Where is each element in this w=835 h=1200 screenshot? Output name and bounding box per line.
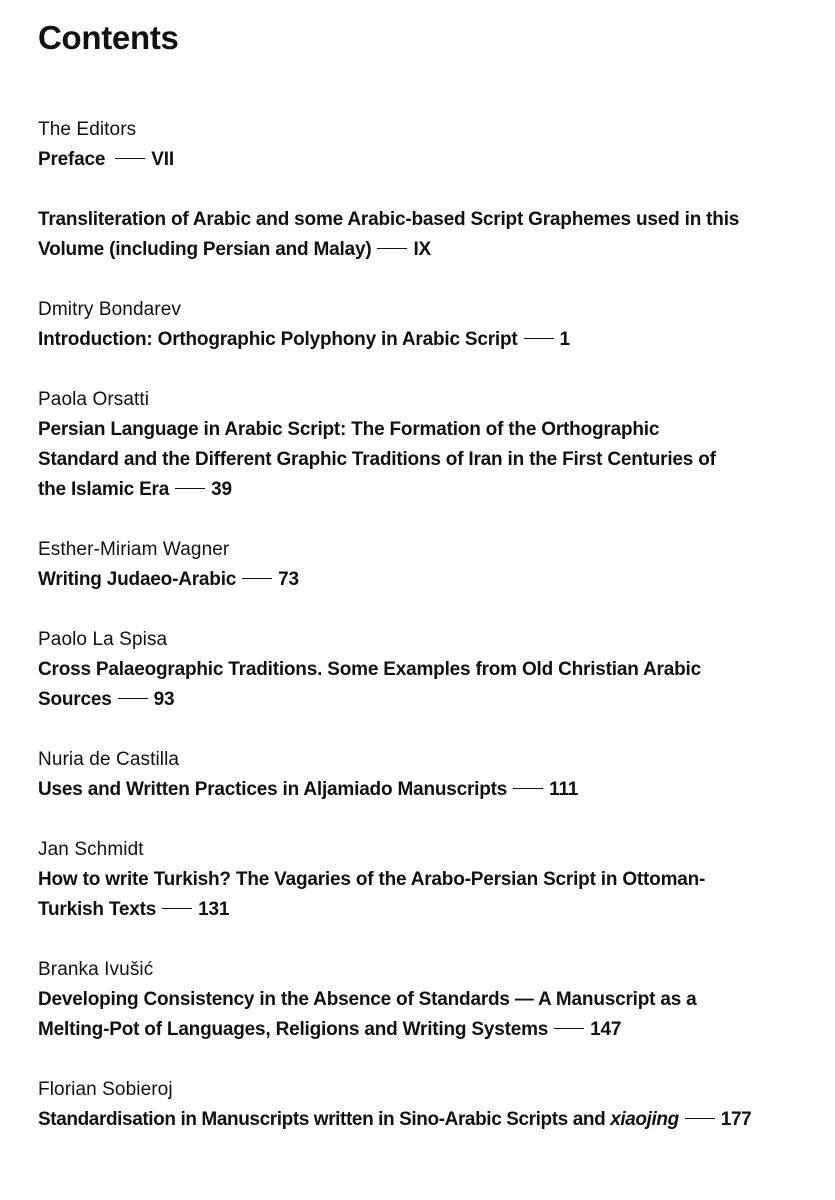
entry-author: Jan Schmidt	[38, 839, 144, 860]
entry-author: Dmitry Bondarev	[38, 299, 181, 320]
page-number: VII	[151, 149, 174, 170]
toc-entry-aljamiado[interactable]	[38, 745, 813, 805]
entry-title-line	[38, 325, 813, 355]
entry-title-line: Standard and the Different Graphic Traditions of Iran in the First Centuries of	[38, 449, 716, 470]
leader-dash	[524, 338, 554, 339]
page-number: 131	[198, 899, 230, 920]
entry-title-line	[38, 685, 813, 715]
entry-title-italic: xiaojing	[610, 1109, 679, 1130]
entry-title-text: the Islamic Era	[38, 479, 170, 500]
entry-title-text: Standardisation in Manuscripts written in Sino-Arabic Scripts and	[38, 1109, 606, 1130]
toc-entry-sino-arabic[interactable]	[38, 1075, 813, 1135]
entry-title-line	[38, 145, 813, 175]
page-number: 111	[549, 779, 579, 800]
entry-title-line	[38, 1015, 813, 1045]
entry-title-text: Introduction: Orthographic Polyphony in Arabic Script	[38, 329, 518, 350]
page-title: Contents	[38, 19, 179, 56]
toc-entry-preface[interactable]	[38, 115, 813, 175]
toc-entry-cross-palaeographic[interactable]	[38, 625, 813, 715]
entry-author: Branka Ivušić	[38, 959, 154, 980]
entry-author: Esther-Miriam Wagner	[38, 539, 230, 560]
leader-dash	[115, 158, 145, 159]
entry-title-line	[38, 895, 813, 925]
entry-title-line: Developing Consistency in the Absence of Standards — A Manuscript as a	[38, 989, 697, 1010]
page-number: 1	[559, 329, 570, 350]
entry-title-line	[38, 475, 813, 505]
leader-dash	[554, 1028, 584, 1029]
entry-author: Paola Orsatti	[38, 389, 150, 410]
toc-entry-transliteration[interactable]	[38, 205, 813, 265]
entry-title-line	[38, 775, 813, 805]
entry-title-line: Cross Palaeographic Traditions. Some Examples from Old Christian Arabic	[38, 659, 701, 680]
entry-title-text: Sources	[38, 689, 112, 710]
entry-title-line: Transliteration of Arabic and some Arabic-based Script Graphemes used in this	[38, 209, 740, 230]
leader-dash	[513, 788, 543, 789]
toc-entry-consistency[interactable]	[38, 955, 813, 1045]
entry-title-text: Uses and Written Practices in Aljamiado Manuscripts	[38, 779, 508, 800]
leader-dash	[377, 248, 407, 249]
page-number: IX	[413, 239, 432, 260]
entry-title-text: Writing Judaeo-Arabic	[38, 569, 237, 590]
entry-title-line: Persian Language in Arabic Script: The Formation of the Orthographic	[38, 419, 660, 440]
toc-entry-judaeo-arabic[interactable]	[38, 535, 813, 595]
toc-entry-turkish[interactable]	[38, 835, 813, 925]
toc-entry-persian-language[interactable]	[38, 385, 813, 505]
page-number: 73	[278, 569, 299, 590]
entry-title-line	[38, 1105, 813, 1135]
entry-title-line	[38, 235, 813, 265]
entry-title-text: Volume (including Persian and Malay)	[38, 239, 372, 260]
leader-dash	[685, 1118, 715, 1119]
entry-author: Florian Sobieroj	[38, 1079, 173, 1100]
page-number: 147	[590, 1019, 622, 1040]
leader-dash	[175, 488, 205, 489]
entry-title-text: Melting-Pot of Languages, Religions and Writing Systems	[38, 1019, 549, 1040]
entry-author: Paolo La Spisa	[38, 629, 168, 650]
page-number: 93	[153, 689, 175, 710]
entry-author: The Editors	[38, 119, 137, 140]
entry-title-text: Preface	[38, 149, 106, 170]
leader-dash	[162, 908, 192, 909]
page-number: 39	[211, 479, 232, 500]
toc-entry-introduction[interactable]	[38, 295, 813, 355]
leader-dash	[242, 578, 272, 579]
page-number: 177	[720, 1109, 752, 1130]
entry-title-line: How to write Turkish? The Vagaries of the Arabo-Persian Script in Ottoman-	[38, 869, 706, 890]
entry-title-line	[38, 565, 813, 595]
leader-dash	[118, 698, 148, 699]
entry-author: Nuria de Castilla	[38, 749, 180, 770]
entry-title-text: Turkish Texts	[38, 899, 157, 920]
